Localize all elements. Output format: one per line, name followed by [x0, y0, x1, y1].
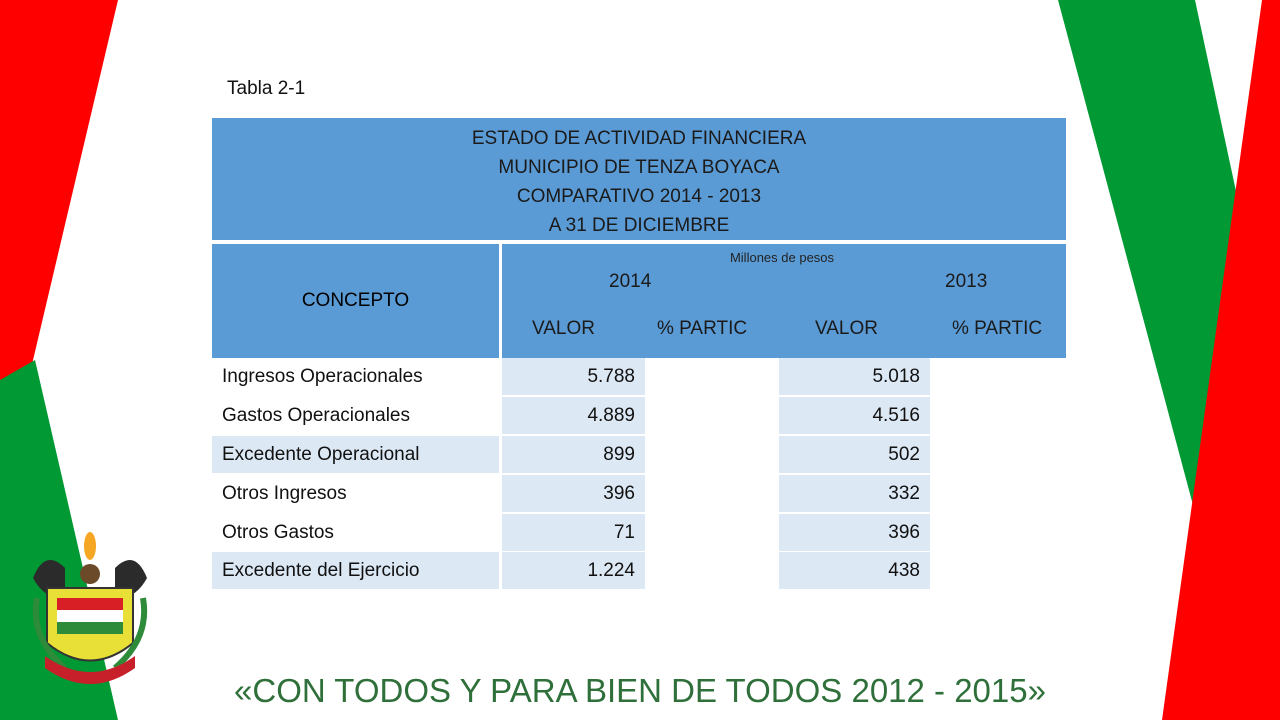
units-label: Millones de pesos: [729, 250, 835, 265]
value-2014: 71: [502, 514, 645, 551]
value-2014: 396: [502, 475, 645, 512]
table-title-block: [212, 118, 1066, 240]
title-line-3: COMPARATIVO 2014 - 2013: [516, 186, 762, 207]
year-2013-header: 2013: [945, 271, 988, 292]
value-2013: 396: [779, 514, 930, 551]
table-row: [212, 514, 1066, 551]
financial-table: [212, 118, 1066, 581]
row-concept: Excedente Operacional: [212, 436, 499, 473]
row-concept: Ingresos Operacionales: [222, 366, 423, 387]
value-2013: 502: [779, 436, 930, 473]
valor-2013-header: VALOR: [815, 318, 879, 339]
values-header: [502, 244, 1066, 358]
value-2013: 4.516: [779, 397, 930, 434]
value-2014: 4.889: [502, 397, 645, 434]
table-caption: Tabla 2-1: [227, 78, 306, 99]
title-line-1: ESTADO DE ACTIVIDAD FINANCIERA: [471, 128, 807, 149]
concepto-header: CONCEPTO: [212, 244, 499, 358]
table-row: [212, 436, 1066, 473]
value-2014: 5.788: [502, 358, 645, 395]
table-row: [212, 552, 1066, 589]
table-row: [212, 475, 1066, 512]
row-concept: Excedente del Ejercicio: [212, 552, 499, 589]
row-concept: Gastos Operacionales: [222, 405, 410, 426]
partic-2013-header: % PARTIC: [952, 318, 1043, 339]
municipal-coat-of-arms: [25, 528, 155, 688]
column-header-block: [212, 244, 1066, 358]
value-2013: 332: [779, 475, 930, 512]
value-2013: 438: [779, 552, 930, 589]
table-row: [212, 397, 1066, 434]
valor-2014-header: VALOR: [532, 318, 596, 339]
row-concept: Otros Ingresos: [222, 483, 347, 504]
value-2014: 899: [502, 436, 645, 473]
title-line-4: A 31 DE DICIEMBRE: [548, 215, 730, 236]
table-row: [212, 358, 1066, 395]
value-2014: 1.224: [502, 552, 645, 589]
partic-2014-header: % PARTIC: [657, 318, 748, 339]
year-2014-header: 2014: [609, 271, 652, 292]
title-line-2: MUNICIPIO DE TENZA BOYACA: [498, 157, 780, 178]
slogan: «CON TODOS Y PARA BIEN DE TODOS 2012 - 2015»: [234, 672, 1046, 709]
row-concept: Otros Gastos: [222, 522, 334, 543]
value-2013: 5.018: [779, 358, 930, 395]
